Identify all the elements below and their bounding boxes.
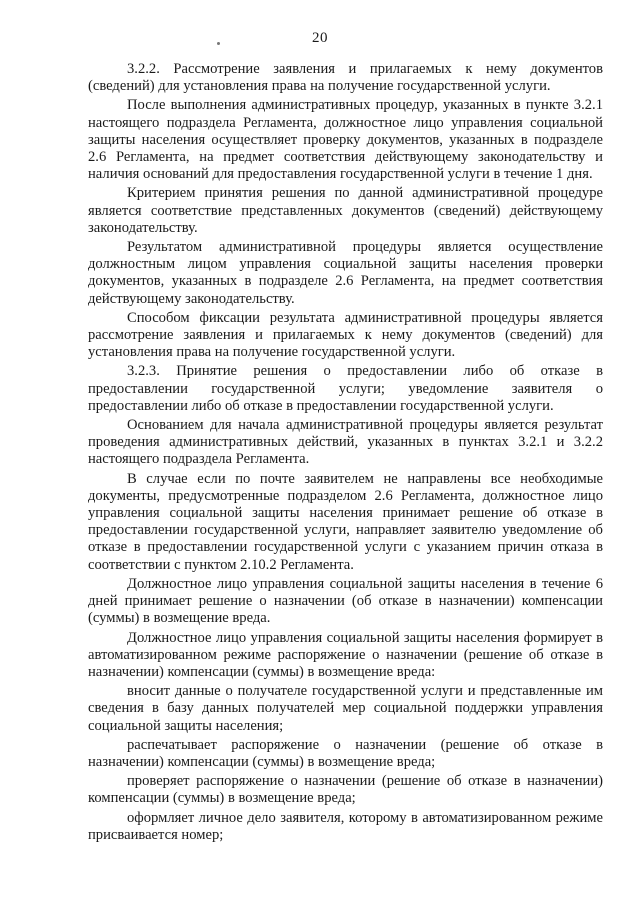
paragraph-3-2-2-heading: 3.2.2. Рассмотрение заявления и прилагаемых к нему документов (сведений) для установления права на получение государственной услуги. (88, 61, 603, 95)
paragraph: Должностное лицо управления социальной защиты населения в течение 6 дней принимает решение о назначении (об отказе в назначении) компенсации (суммы) в возмещение вреда. (88, 575, 603, 627)
document-body (88, 61, 603, 844)
paragraph: Должностное лицо управления социальной защиты населения формирует в автоматизированном режиме распоряжение о назначении (решение об отказе в назначении) компенсации (суммы) в возмещение вреда: (88, 629, 603, 680)
paragraph: После выполнения административных процедур, указанных в пункте 3.2.1 настоящего подраздела Регламента, должностное лицо управления социальной защиты населения осуществляет проверку документов, указанных в подразделе 2.6 Регламента, на предмет соответствия действующему законодательству и наличия оснований для предоставления государственной услуги в течение 1 дня. (88, 97, 603, 183)
scan-speck (217, 42, 220, 45)
paragraph: Способом фиксации результата административной процедуры является рассмотрение заявления и прилагаемых к нему документов (сведений) для установления права на получение государственной услуги. (88, 309, 603, 361)
paragraph: Основанием для начала административной процедуры является результат проведения административных действий, указанных в пунктах 3.2.1 и 3.2.2 настоящего подраздела Регламента. (88, 417, 603, 468)
paragraph: Критерием принятия решения по данной административной процедуре является соответствие представленных документов (сведений) действующему законодательству. (88, 185, 603, 236)
paragraph-3-2-3-heading: 3.2.3. Принятие решения о предоставлении либо об отказе в предоставлении государственной услуги; уведомление заявителя о предоставлении либо об отказе в предоставлении государственной услуги. (88, 363, 603, 414)
paragraph: В случае если по почте заявителем не направлены все необходимые документы, предусмотренные подразделом 2.6 Регламента, должностное лицо управления социальной защиты населения принимает решение об отказе в предоставлении государственной услуги, направляет заявителю уведомление об отказе в предоставлении государственной услуги с указанием причин отказа в соответствии с пунктом 2.10.2 Регламента. (88, 470, 603, 573)
list-item: оформляет личное дело заявителя, которому в автоматизированном режиме присваивается номер; (88, 809, 603, 843)
list-item: распечатывает распоряжение о назначении (решение об отказе в назначении) компенсации (суммы) в возмещение вреда; (88, 736, 603, 770)
list-item: проверяет распоряжение о назначении (решение об отказе в назначении) компенсации (суммы) в возмещение вреда; (88, 773, 603, 807)
list-item: вносит данные о получателе государственной услуги и представленные им сведения в базу данных получателей мер социальной поддержки управления социальной защиты населения; (88, 683, 603, 734)
paragraph: Результатом административной процедуры является осуществление должностным лицом управления социальной защиты населения проверки документов, указанных в подразделе 2.6 Регламента, на предмет соответствия действующему законодательству. (88, 239, 603, 307)
page-number: 20 (312, 30, 328, 46)
